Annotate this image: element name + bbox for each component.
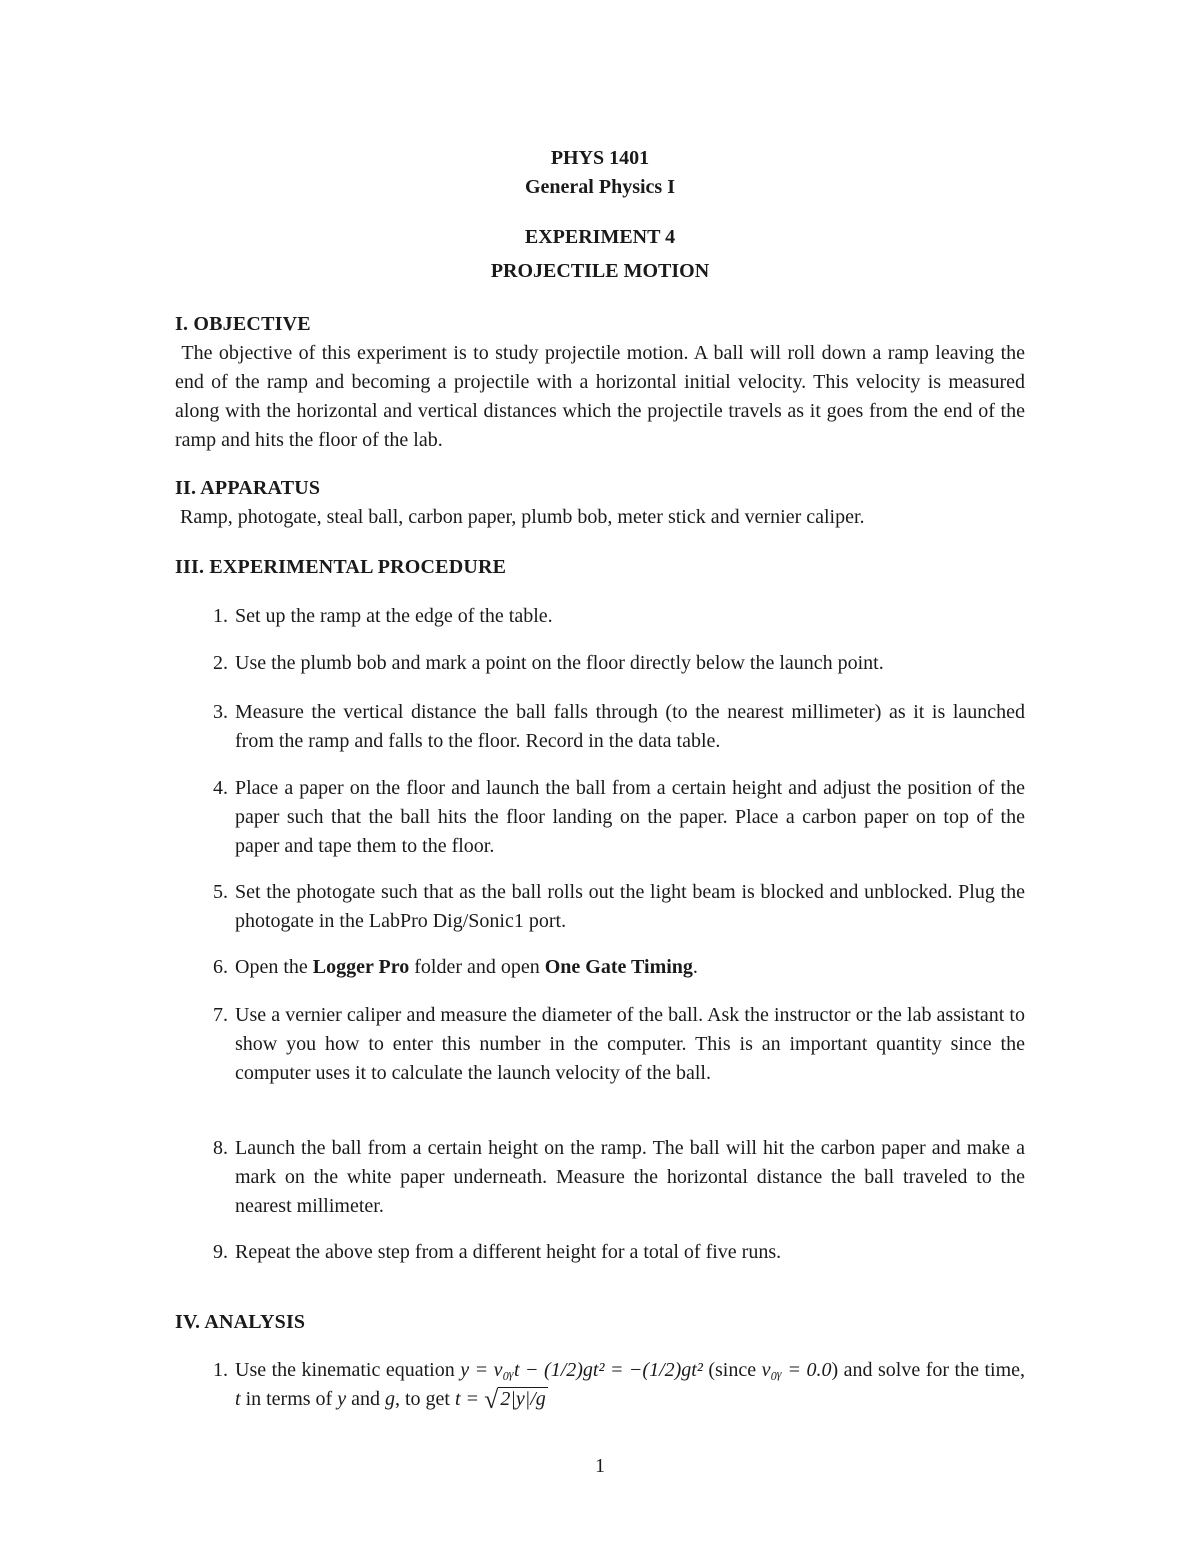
time-equation-lhs: t = — [455, 1388, 485, 1410]
step-text-part: Use the kinematic equation — [235, 1359, 461, 1381]
step-text-part: folder and open — [409, 956, 545, 978]
apparatus-text: Ramp, photogate, steal ball, carbon paper, plumb bob, meter stick and vernier caliper. — [180, 506, 865, 528]
objective-text — [175, 339, 1025, 455]
one-gate-timing-label: One Gate Timing — [544, 956, 693, 978]
page-number: 1 — [595, 1455, 605, 1477]
step-text-part: (since — [702, 1359, 762, 1381]
step-text: Use the plumb bob and mark a point on the floor directly below the launch point. — [235, 652, 884, 674]
step-text: Measure the vertical distance the ball falls through (to the nearest millimeter) as it is launched from the ramp and falls to the floor. Record in the data table. — [235, 701, 1025, 752]
step-number: 7. — [213, 1004, 228, 1026]
analysis-heading: IV. ANALYSIS — [175, 1311, 306, 1333]
step-text-part: in terms of — [240, 1388, 338, 1410]
variable-t: t — [235, 1388, 241, 1410]
step-text-part: Open the — [235, 956, 313, 978]
objective-heading: I. OBJECTIVE — [175, 313, 311, 335]
step-number: 9. — [213, 1241, 228, 1263]
experiment-number: EXPERIMENT 4 — [524, 226, 676, 248]
step-text-part: ) and solve for the time, — [831, 1359, 1026, 1381]
step-text: Place a paper on the floor and launch the ball from a certain height and adjust the position of the paper such that the ball hits the floor landing on the paper. Place a carbon paper on top of the paper and tape them to the floor. — [235, 777, 1025, 857]
course-code: PHYS 1401 — [550, 147, 650, 169]
step-text: Launch the ball from a certain height on the ramp. The ball will hit the carbon paper and make a mark on the white paper underneath. Measure the horizontal distance the ball traveled to the nearest millimeter. — [235, 1137, 1025, 1217]
course-title: General Physics I — [525, 176, 675, 198]
radical-sign-icon: √ — [484, 1385, 499, 1414]
step-text: Set the photogate such that as the ball rolls out the light beam is blocked and unblocked. Plug the photogate in the LabPro Dig/Sonic1 port. — [235, 881, 1025, 932]
procedure-heading: III. EXPERIMENTAL PROCEDURE — [175, 556, 507, 578]
kinematic-equation: y = v₀ᵧt − (1/2)gt² = −(1/2)gt² — [460, 1359, 703, 1381]
square-root — [484, 1385, 548, 1414]
variable-y: y — [337, 1388, 347, 1410]
objective-body: The objective of this experiment is to study projectile motion. A ball will roll down a ramp leaving the end of the ramp and becoming a projectile with a horizontal initial velocity. This velocity is measured along with the horizontal and vertical distances which the projectile travels as it goes from the end of the ramp and hits the floor of the lab. — [175, 342, 1026, 451]
radicand: 2|y|/g — [500, 1388, 546, 1410]
step-text — [235, 953, 1025, 982]
apparatus-heading: II. APPARATUS — [175, 477, 321, 499]
step-number: 6. — [213, 956, 228, 978]
step-text-part: , to get — [395, 1388, 455, 1410]
step-number: 5. — [213, 881, 228, 903]
step-text: Repeat the above step from a different height for a total of five runs. — [235, 1241, 782, 1263]
step-text: Set up the ramp at the edge of the table. — [235, 605, 553, 627]
step-number: 1. — [213, 1359, 228, 1381]
step-number: 3. — [213, 701, 228, 723]
step-number: 1. — [213, 605, 228, 627]
experiment-title: PROJECTILE MOTION — [490, 260, 710, 282]
variable-g: g — [385, 1388, 395, 1410]
step-text: Use a vernier caliper and measure the diameter of the ball. Ask the instructor or the lab assistant to show you how to enter this number in the computer. This is an important quantity since the computer uses it to calculate the launch velocity of the ball. — [235, 1004, 1025, 1084]
step-number: 8. — [213, 1137, 228, 1159]
step-number: 2. — [213, 652, 228, 674]
step-text-part: and — [346, 1388, 385, 1410]
logger-pro-label: Logger Pro — [312, 956, 410, 978]
step-number: 4. — [213, 777, 228, 799]
step-text — [235, 1356, 1025, 1414]
step-text-part: . — [692, 956, 698, 978]
initial-velocity-condition: v₀ᵧ = 0.0 — [761, 1359, 832, 1381]
